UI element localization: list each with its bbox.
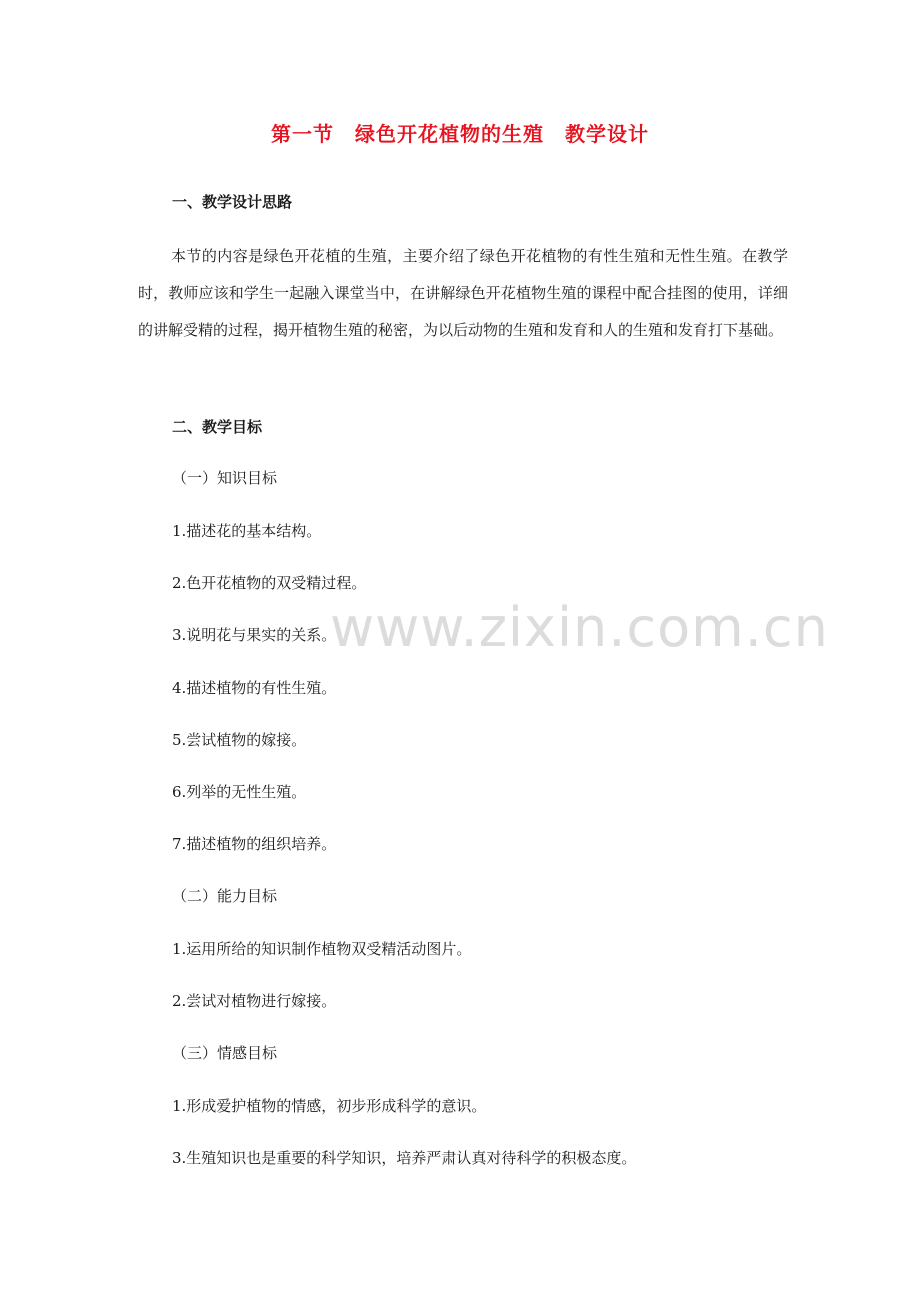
page-title: 第一节 绿色开花植物的生殖 教学设计	[271, 122, 649, 146]
knowledge-item: 6.列举的无性生殖。	[172, 783, 307, 801]
knowledge-item: 2.色开花植物的双受精过程。	[172, 574, 367, 592]
knowledge-item: 4.描述植物的有性生殖。	[172, 679, 337, 697]
section-heading-design-idea: 一、教学设计思路	[172, 193, 293, 211]
subheading-knowledge: （一）知识目标	[172, 469, 278, 487]
section-heading-objectives: 二、教学目标	[172, 418, 263, 436]
emotion-item: 3.生殖知识也是重要的科学知识，培养严肃认真对待科学的积极态度。	[172, 1149, 637, 1167]
subheading-emotion: （三）情感目标	[172, 1044, 278, 1062]
emotion-item: 1.形成爱护植物的情感，初步形成科学的意识。	[172, 1097, 487, 1115]
design-idea-paragraph: 本节的内容是绿色开花植的生殖，主要介绍了绿色开花植物的有性生殖和无性生殖。在教学时，教师应该和学生一起融入课堂当中，在讲解绿色开花植物生殖的课程中配合挂图的使用，详细的讲解受精的过程，揭开植物生殖的秘密，为以后动物的生殖和发育和人的生殖和发育打下基础。	[138, 247, 788, 339]
knowledge-item: 7.描述植物的组织培养。	[172, 835, 337, 853]
ability-item: 1.运用所给的知识制作植物双受精活动图片。	[172, 940, 472, 958]
subheading-ability: （二）能力目标	[172, 887, 278, 905]
knowledge-item: 5.尝试植物的嫁接。	[172, 731, 307, 749]
watermark: www.zixin.com.cn	[330, 596, 829, 659]
knowledge-item: 3.说明花与果实的关系。	[172, 626, 337, 644]
knowledge-item: 1.描述花的基本结构。	[172, 522, 322, 540]
ability-item: 2.尝试对植物进行嫁接。	[172, 992, 337, 1010]
